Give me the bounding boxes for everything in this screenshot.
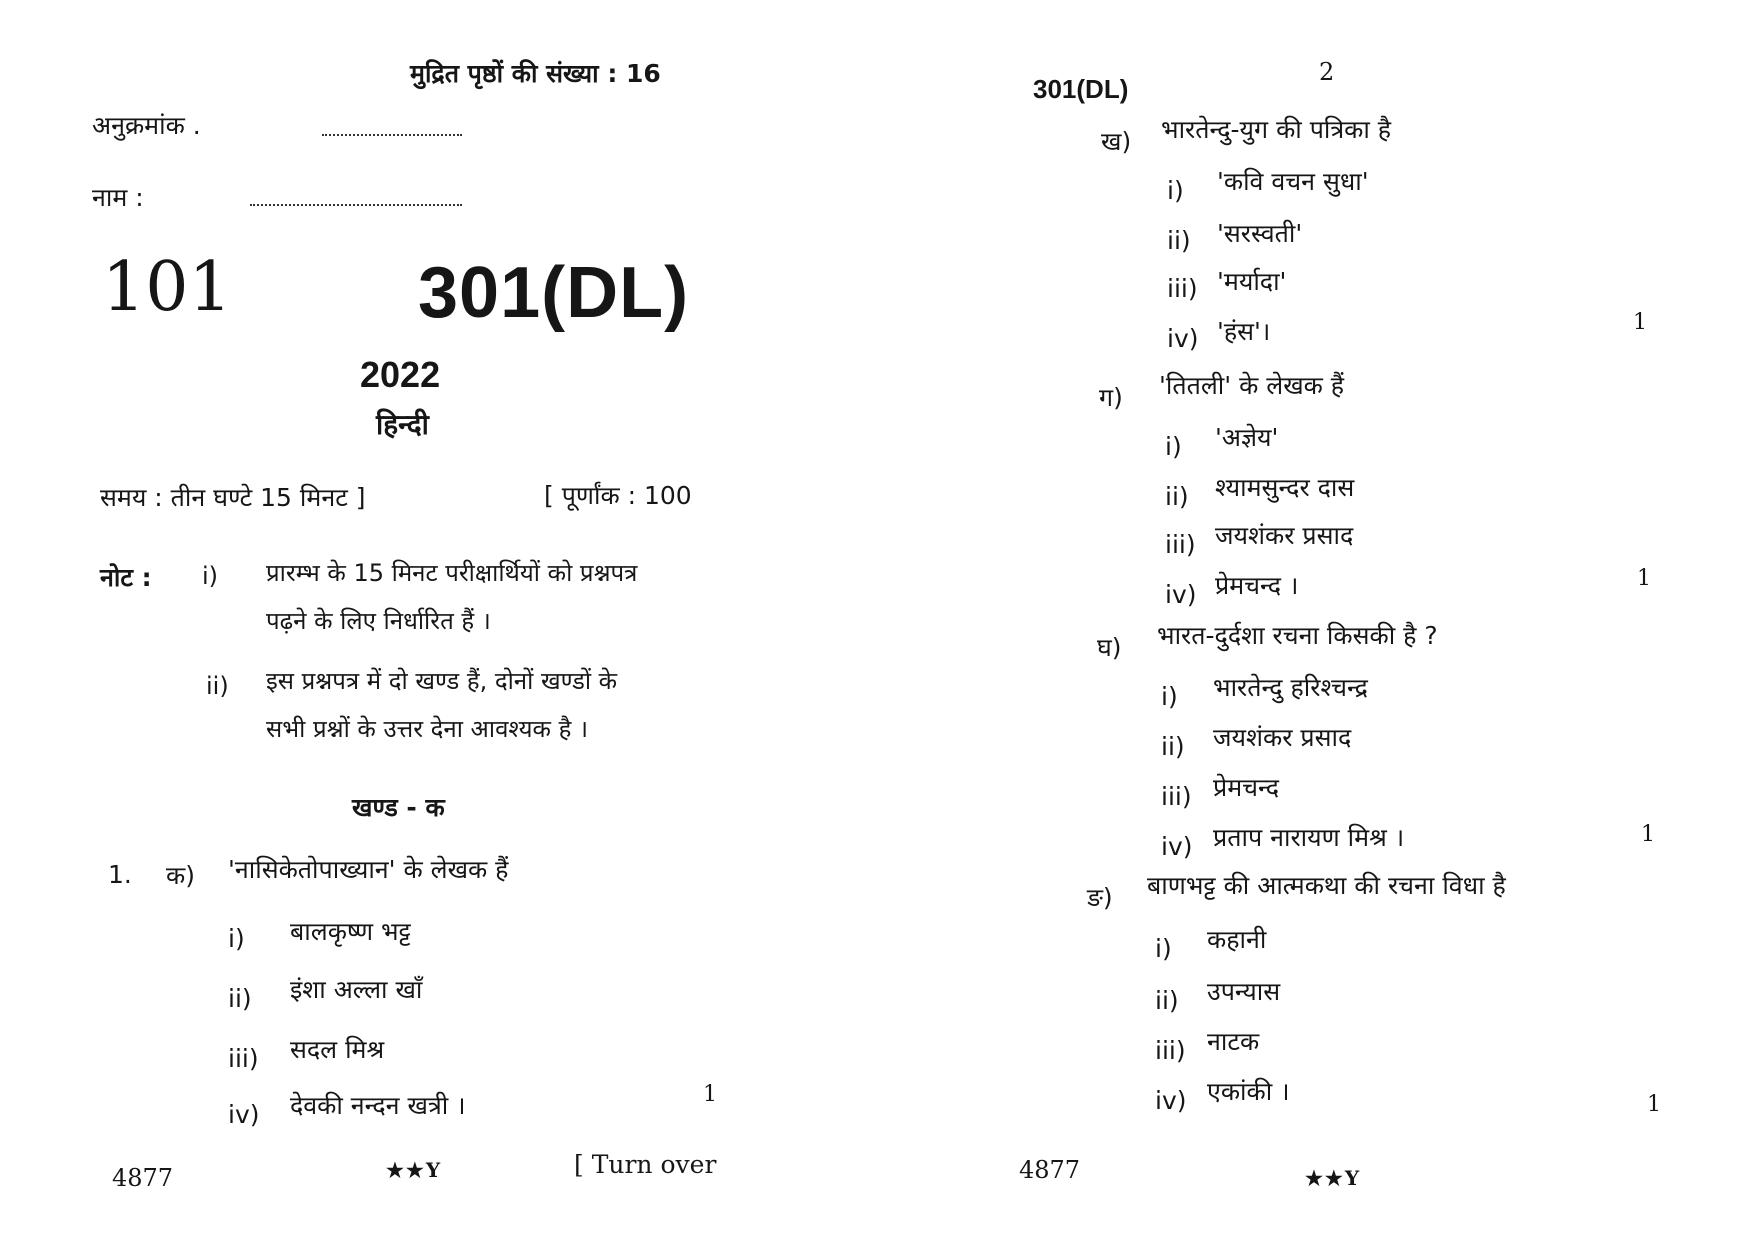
option-number: i) bbox=[1167, 176, 1184, 205]
question-text: 'तितली' के लेखक हैं bbox=[1159, 371, 1345, 400]
question-number: 1. bbox=[108, 860, 132, 889]
option-number: iii) bbox=[228, 1044, 259, 1073]
question-marks: 1 bbox=[1633, 310, 1647, 335]
option-text: 'हंस'। bbox=[1217, 317, 1271, 346]
option-text: 'अज्ञेय' bbox=[1215, 423, 1279, 452]
option-number: iii) bbox=[1167, 274, 1198, 303]
exam-year: 2022 bbox=[360, 354, 441, 395]
option-number: iii) bbox=[1165, 530, 1196, 559]
question-marks: 1 bbox=[703, 1082, 717, 1107]
option-text: कहानी bbox=[1207, 925, 1267, 954]
note-label: नोट : bbox=[100, 563, 152, 592]
option-text: श्यामसुन्दर दास bbox=[1215, 473, 1355, 502]
header-paper-code: 301(DL) bbox=[1033, 74, 1129, 104]
roll-number-field bbox=[322, 134, 462, 136]
option-text: इंशा अल्ला खाँ bbox=[290, 975, 423, 1004]
name-label: नाम : bbox=[92, 183, 144, 212]
section-heading: खण्ड - क bbox=[352, 793, 445, 822]
turn-over-label: [ Turn over bbox=[574, 1150, 717, 1179]
paper-code: 301(DL) bbox=[418, 253, 690, 333]
option-text: प्रेमचन्द । bbox=[1215, 571, 1299, 600]
option-text: उपन्यास bbox=[1207, 977, 1281, 1006]
option-text: सदल मिश्र bbox=[290, 1035, 385, 1064]
footer-code: 4877 bbox=[112, 1164, 174, 1192]
question-marks: 1 bbox=[1647, 1092, 1661, 1117]
note-line: पढ़ने के लिए निर्धारित हैं । bbox=[266, 607, 491, 635]
code-number: 101 bbox=[102, 248, 232, 327]
question-sub-label: ग) bbox=[1099, 383, 1123, 412]
option-text: 'कवि वचन सुधा' bbox=[1217, 167, 1369, 196]
option-number: iv) bbox=[1167, 324, 1199, 353]
option-text: भारतेन्दु हरिश्चन्द्र bbox=[1213, 673, 1368, 702]
question-text: भारतेन्दु-युग की पत्रिका है bbox=[1161, 115, 1392, 144]
question-sub-label: क) bbox=[166, 861, 195, 890]
question-sub-label: ङ) bbox=[1087, 883, 1113, 912]
option-text: जयशंकर प्रसाद bbox=[1213, 723, 1352, 752]
note-line: प्रारम्भ के 15 मिनट परीक्षार्थियों को प्रश्नपत्र bbox=[266, 559, 638, 587]
option-number: ii) bbox=[1165, 482, 1189, 511]
option-text: देवकी नन्दन खत्री । bbox=[290, 1091, 466, 1120]
question-sub-label: ख) bbox=[1101, 127, 1132, 156]
option-text: एकांकी । bbox=[1207, 1077, 1290, 1106]
option-number: i) bbox=[1161, 682, 1178, 711]
page-number: 2 bbox=[1319, 58, 1335, 86]
footer-code: 4877 bbox=[1019, 1156, 1081, 1184]
option-number: iv) bbox=[1161, 832, 1193, 861]
option-number: ii) bbox=[1167, 226, 1191, 255]
option-number: iii) bbox=[1155, 1036, 1186, 1065]
option-number: i) bbox=[1165, 432, 1182, 461]
note-line: इस प्रश्नपत्र में दो खण्ड हैं, दोनों खण्डों के bbox=[266, 667, 618, 695]
roll-number-label: अनुक्रमांक . bbox=[92, 111, 201, 140]
option-text: प्रेमचन्द bbox=[1213, 773, 1280, 802]
option-number: iv) bbox=[1165, 580, 1197, 609]
subject-title: हिन्दी bbox=[376, 408, 429, 441]
max-marks: [ पूर्णांक : 100 bbox=[544, 481, 692, 510]
note-line: सभी प्रश्नों के उत्तर देना आवश्यक है । bbox=[266, 715, 589, 743]
time-allowed: समय : तीन घण्टे 15 मिनट ] bbox=[100, 483, 366, 512]
option-number: iv) bbox=[1155, 1086, 1187, 1115]
option-number: iv) bbox=[228, 1100, 260, 1129]
option-number: ii) bbox=[228, 984, 252, 1013]
option-number: ii) bbox=[1161, 732, 1185, 761]
question-sub-label: घ) bbox=[1097, 633, 1122, 662]
option-text: 'मर्यादा' bbox=[1217, 267, 1287, 296]
printed-pages-count: मुद्रित पृष्ठों की संख्या : 16 bbox=[410, 59, 661, 88]
right-page bbox=[877, 0, 1754, 1241]
footer-stars: ★★Y bbox=[386, 1158, 443, 1182]
option-number: i) bbox=[228, 924, 245, 953]
note-number: i) bbox=[202, 562, 219, 590]
option-text: बालकृष्ण भट्ट bbox=[290, 917, 411, 946]
question-text: भारत-दुर्दशा रचना किसकी है ? bbox=[1157, 621, 1438, 650]
option-text: जयशंकर प्रसाद bbox=[1215, 521, 1354, 550]
option-number: iii) bbox=[1161, 782, 1192, 811]
question-text: बाणभट्ट की आत्मकथा की रचना विधा है bbox=[1147, 871, 1506, 900]
question-marks: 1 bbox=[1641, 822, 1655, 847]
name-field bbox=[250, 204, 462, 206]
footer-stars: ★★Y bbox=[1305, 1166, 1362, 1190]
question-marks: 1 bbox=[1637, 566, 1651, 591]
option-number: ii) bbox=[1155, 986, 1179, 1015]
question-text: 'नासिकेतोपाख्यान' के लेखक हैं bbox=[228, 855, 509, 884]
option-text: नाटक bbox=[1207, 1027, 1260, 1056]
option-text: प्रताप नारायण मिश्र । bbox=[1213, 823, 1405, 852]
option-text: 'सरस्वती' bbox=[1217, 219, 1303, 248]
option-number: i) bbox=[1155, 934, 1172, 963]
note-number: ii) bbox=[206, 672, 229, 700]
